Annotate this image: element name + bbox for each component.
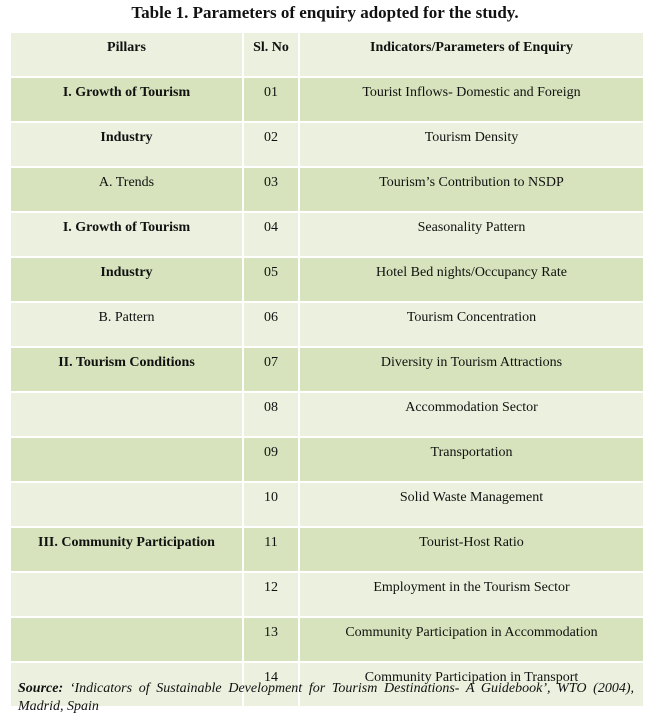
table-row — [10, 617, 644, 662]
table-row — [10, 572, 644, 617]
sl-no-cell: 02 — [243, 122, 299, 167]
sl-no-cell: 14 — [243, 662, 299, 707]
table-row — [10, 167, 644, 212]
parameters-table — [9, 31, 645, 708]
header-row — [10, 32, 644, 77]
sl-no-cell: 05 — [243, 257, 299, 302]
indicator-cell: Diversity in Tourism Attractions — [299, 347, 644, 392]
table-row — [10, 437, 644, 482]
indicator-cell: Hotel Bed nights/Occupancy Rate — [299, 257, 644, 302]
pillar-cell — [10, 437, 243, 482]
indicator-cell: Tourist-Host Ratio — [299, 527, 644, 572]
indicator-cell: Tourism’s Contribution to NSDP — [299, 167, 644, 212]
table-row — [10, 392, 644, 437]
indicator-cell: Community Participation in Transport — [299, 662, 644, 707]
pillar-cell — [10, 482, 243, 527]
pillar-cell: B. Pattern — [10, 302, 243, 347]
pillar-cell — [10, 572, 243, 617]
pillar-cell: Industry — [10, 122, 243, 167]
sl-no-cell: 11 — [243, 527, 299, 572]
pillar-cell — [10, 617, 243, 662]
indicator-cell: Employment in the Tourism Sector — [299, 572, 644, 617]
source-note — [18, 680, 634, 716]
indicator-cell: Tourist Inflows- Domestic and Foreign — [299, 77, 644, 122]
sl-no-cell: 04 — [243, 212, 299, 257]
table-row — [10, 122, 644, 167]
table-row — [10, 212, 644, 257]
indicator-cell: Tourism Density — [299, 122, 644, 167]
table-row — [10, 527, 644, 572]
pillar-cell: I. Growth of Tourism — [10, 77, 243, 122]
sl-no-cell: 08 — [243, 392, 299, 437]
table-row — [10, 347, 644, 392]
sl-no-cell: 10 — [243, 482, 299, 527]
indicator-cell: Accommodation Sector — [299, 392, 644, 437]
pillar-cell: I. Growth of Tourism — [10, 212, 243, 257]
source-label: Source: — [18, 681, 64, 696]
header-sl-no: Sl. No — [243, 32, 299, 77]
header-pillars: Pillars — [10, 32, 243, 77]
sl-no-cell: 07 — [243, 347, 299, 392]
indicator-cell: Community Participation in Accommodation — [299, 617, 644, 662]
table-row — [10, 257, 644, 302]
pillar-cell: Industry — [10, 257, 243, 302]
table-title: Table 1. Parameters of enquiry adopted for the study. — [131, 3, 519, 22]
source-text: ‘Indicators of Sustainable Development for Tourism Destinations- A Guidebook’, WTO (2004), Madrid, Spain — [18, 681, 634, 714]
table-row — [10, 482, 644, 527]
sl-no-cell: 13 — [243, 617, 299, 662]
header-indicators: Indicators/Parameters of Enquiry — [299, 32, 644, 77]
sl-no-cell: 03 — [243, 167, 299, 212]
pillar-cell: II. Tourism Conditions — [10, 347, 243, 392]
pillar-cell — [10, 392, 243, 437]
pillar-cell: III. Community Participation — [10, 527, 243, 572]
sl-no-cell: 12 — [243, 572, 299, 617]
indicator-cell: Solid Waste Management — [299, 482, 644, 527]
pillar-cell: A. Trends — [10, 167, 243, 212]
indicator-cell: Seasonality Pattern — [299, 212, 644, 257]
table-row — [10, 77, 644, 122]
sl-no-cell: 06 — [243, 302, 299, 347]
sl-no-cell: 09 — [243, 437, 299, 482]
indicator-cell: Transportation — [299, 437, 644, 482]
sl-no-cell: 01 — [243, 77, 299, 122]
table-row — [10, 302, 644, 347]
indicator-cell: Tourism Concentration — [299, 302, 644, 347]
